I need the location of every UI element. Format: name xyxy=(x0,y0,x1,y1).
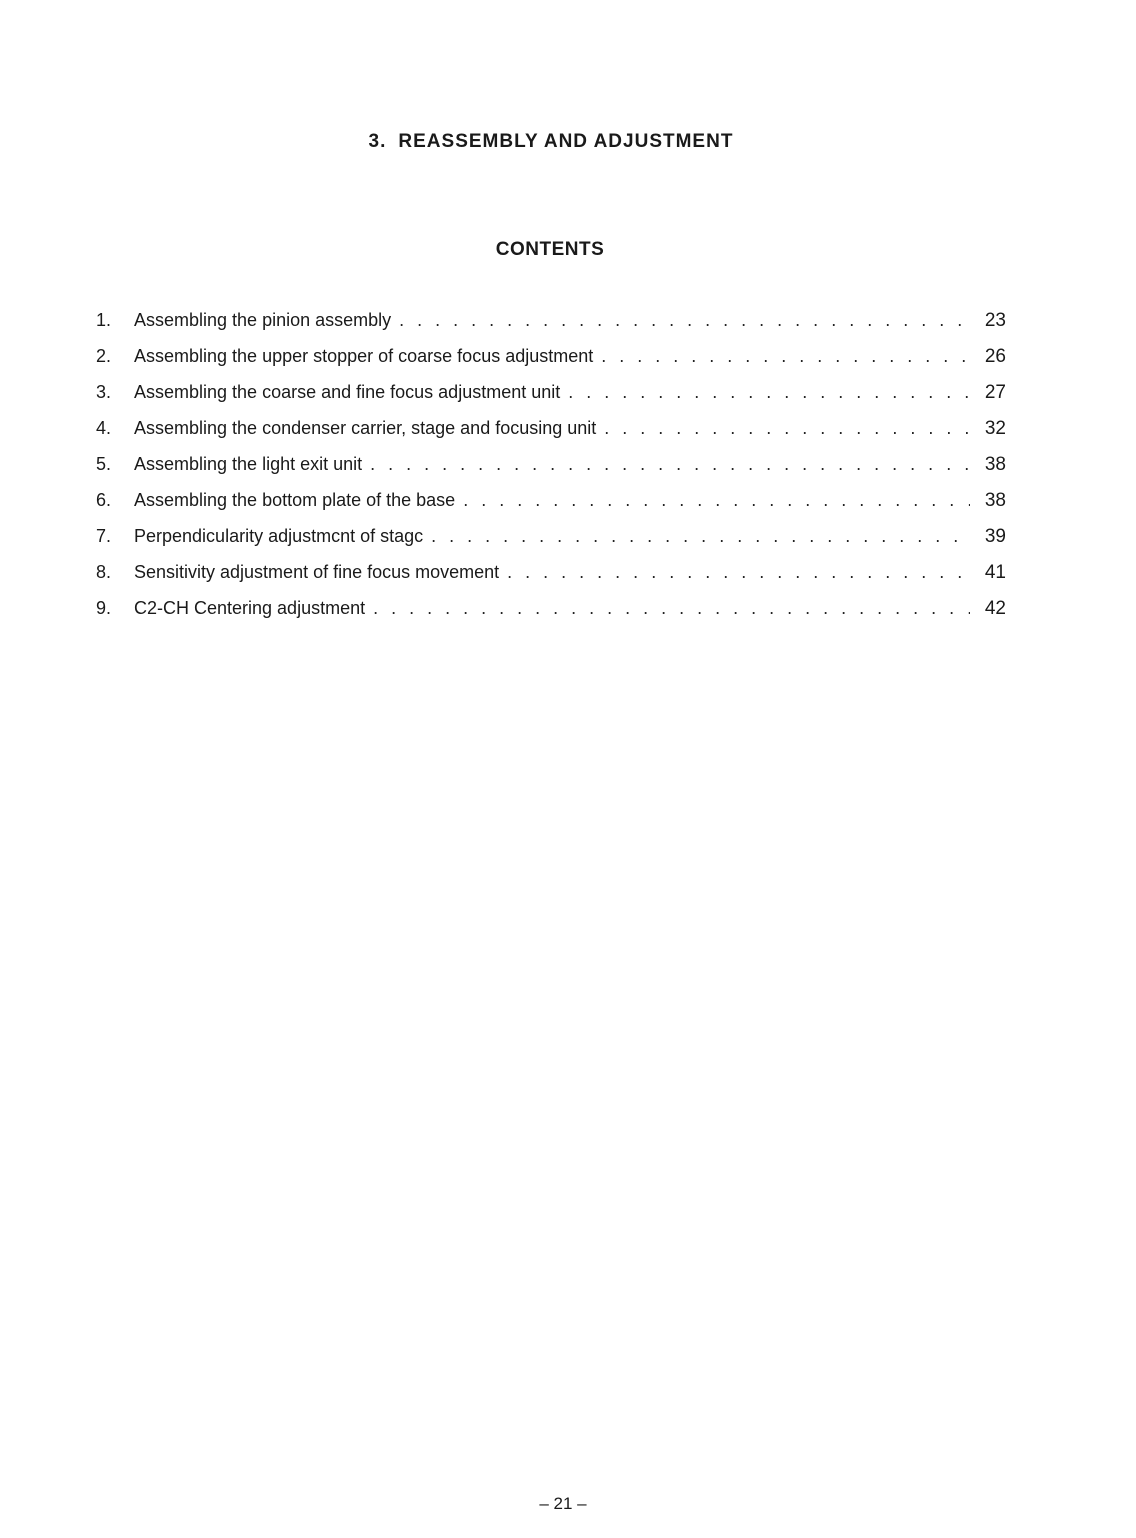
toc-entry xyxy=(96,526,1006,562)
toc-entry-page: 27 xyxy=(984,382,1006,403)
toc-entry-page: 26 xyxy=(984,346,1006,367)
toc-entry-number: 9. xyxy=(96,598,112,618)
section-title-text: REASSEMBLY AND ADJUSTMENT xyxy=(398,131,734,152)
dot-leader xyxy=(373,598,970,619)
toc-entry-page: 41 xyxy=(984,562,1006,583)
section-heading xyxy=(0,131,1102,153)
toc-entry-title: Assembling the bottom plate of the base xyxy=(134,490,456,510)
toc-entry-number: 1. xyxy=(96,310,112,330)
toc-entry xyxy=(96,598,1006,634)
toc-entry xyxy=(96,382,1006,418)
toc-entry-title: Assembling the coarse and fine focus adjustment unit xyxy=(134,382,561,402)
page-number: – 21 – xyxy=(539,1494,587,1513)
toc-entry-number: 6. xyxy=(96,490,112,510)
toc-entry-title: Assembling the condenser carrier, stage and focusing unit xyxy=(134,418,597,438)
toc-entry-number: 4. xyxy=(96,418,112,438)
dot-leader xyxy=(604,418,970,439)
toc-entry-page: 23 xyxy=(984,310,1006,331)
toc-entry-number: 8. xyxy=(96,562,112,582)
toc-entry-page: 32 xyxy=(984,418,1006,439)
dot-leader xyxy=(463,490,970,511)
toc-entry-number: 3. xyxy=(96,382,112,402)
dot-leader xyxy=(601,346,970,367)
dot-leader xyxy=(399,310,970,331)
toc-entry-title: Assembling the pinion assembly xyxy=(134,310,392,330)
toc-entry-number: 2. xyxy=(96,346,112,366)
toc-entry xyxy=(96,418,1006,454)
toc-entry-title: Assembling the upper stopper of coarse focus adjustment xyxy=(134,346,594,366)
toc-entry xyxy=(96,562,1006,598)
toc-entry-title: Perpendicularity adjustmcnt of stagc xyxy=(134,526,424,546)
toc-entry xyxy=(96,490,1006,526)
toc-entry-page: 42 xyxy=(984,598,1006,619)
toc-entry xyxy=(96,454,1006,490)
toc-entry-title: Sensitivity adjustment of fine focus movement xyxy=(134,562,500,582)
toc-entry-number: 5. xyxy=(96,454,112,474)
toc-entry-number: 7. xyxy=(96,526,112,546)
toc-entry-page: 38 xyxy=(984,454,1006,475)
contents-heading: CONTENTS xyxy=(495,239,605,260)
section-number: 3. xyxy=(368,131,387,152)
toc-entry xyxy=(96,346,1006,382)
toc-entry xyxy=(96,310,1006,346)
table-of-contents xyxy=(96,310,1006,634)
toc-entry-page: 39 xyxy=(984,526,1006,547)
dot-leader xyxy=(507,562,970,583)
dot-leader xyxy=(431,526,970,547)
dot-leader xyxy=(370,454,970,475)
toc-entry-title: C2-CH Centering adjustment xyxy=(134,598,366,618)
dot-leader xyxy=(568,382,970,403)
toc-entry-title: Assembling the light exit unit xyxy=(134,454,363,474)
toc-entry-page: 38 xyxy=(984,490,1006,511)
